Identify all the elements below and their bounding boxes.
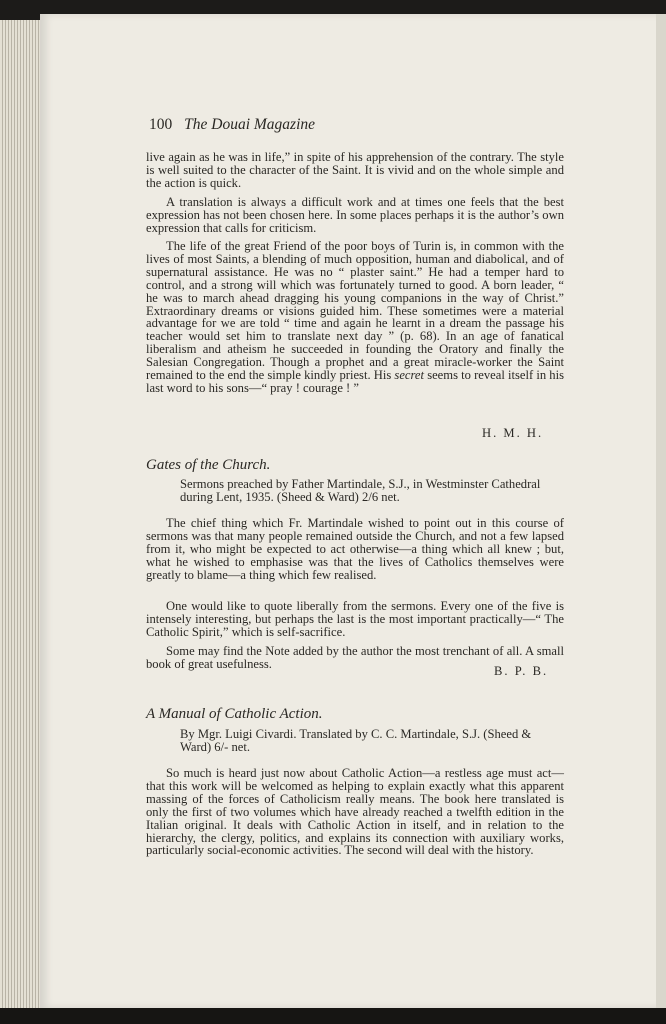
page-number: 100 [149,116,173,133]
review2-paragraph-1: The chief thing which Fr. Martindale wished to point out in this course of sermons was that many people remained outside the Church, and not a few lapsed from it, who might be expected to act otherwise—a thing which all knew ; but, what he wished to emphasise was that the lives of Catholics themselves were greatly to blame—a thing which few realised. [146,516,564,582]
review1-paragraph-1: live again as he was in life,” in spite of his apprehension of the contrary. The style is well suited to the character of the Saint. It is vivid and on the whole simple and the action is quick. [146,150,564,190]
review1-paragraph-2: A translation is always a difficult work and at times one feels that the best expression has not been chosen here. In some places perhaps it is the author’s own expression that calls for criticism. [146,195,564,235]
review2-title: Gates of the Church. [146,457,271,473]
magazine-title: The Douai Magazine [184,116,316,133]
review1-paragraph-3 [146,240,564,395]
running-header [149,116,315,134]
review2-paragraph-3: Some may find the Note added by the author the most trenchant of all. A small book of great usefulness. [146,644,564,671]
review2-signature: B. P. B. [494,664,549,678]
review2-citation: Sermons preached by Father Martindale, S.J., in Westminster Cathedral during Lent, 1935. (Sheed & Ward) 2/6 net. [180,477,541,504]
facing-page-edge [656,14,666,1008]
review2-paragraph-2: One would like to quote liberally from the sermons. Every one of the five is intensely interesting, but perhaps the last is the most important practically—“ The Catholic Spirit,” which is self-sacrifice. [146,599,564,639]
review1-signature: H. M. H. [482,426,544,440]
review3-paragraph-1: So much is heard just now about Catholic Action—a restless age must act—that this work will be welcomed as helping to explain exactly what this apparent massing of the forces of Catholicism really means. The book here translated is only the first of two volumes which have already reached a twelfth edition in the Italian original. It deals with Catholic Action in itself, and in relation to the hierarchy, the clergy, politics, and explains its connection with auxiliary works, particularly social-economic activities. The second will deal with the history. [146,766,564,858]
scan-background [0,1008,666,1024]
review3-citation: By Mgr. Luigi Civardi. Translated by C. C. Martindale, S.J. (Sheed & Ward) 6/- net. [180,727,532,754]
review1-paragraph-3-end: seems to reveal itself in his last word to his sons—“ pray ! courage ! ” [146,368,564,395]
review3-title: A Manual of Catholic Action. [146,706,323,722]
review1-italic-word: secret [394,368,425,383]
review1-paragraph-3-text: The life of the great Friend of the poor boys of Turin is, in common with the lives of most Saints, a blending of much opposition, human and diabolical, and of supernatural assistance. He was no “ plaster saint.” He had a temper hard to control, and a strong will which was fortunately turned to good. A born leader, “ he was to march ahead dragging his young companions in the way of Christ.” Extraordinary dreams or visions guided him. These sometimes were a material advantage for we are told “ time and again he learnt in a dream the passage his teacher would set him to translate next day ” (p. 68). In an age of fanatical liberalism and atheism he succeeded in founding the Oratory and finally the Salesian Congregation. Though a prophet and a great miracle-worker the Saint remained to the end the simple kindly priest. His [146,239,564,383]
